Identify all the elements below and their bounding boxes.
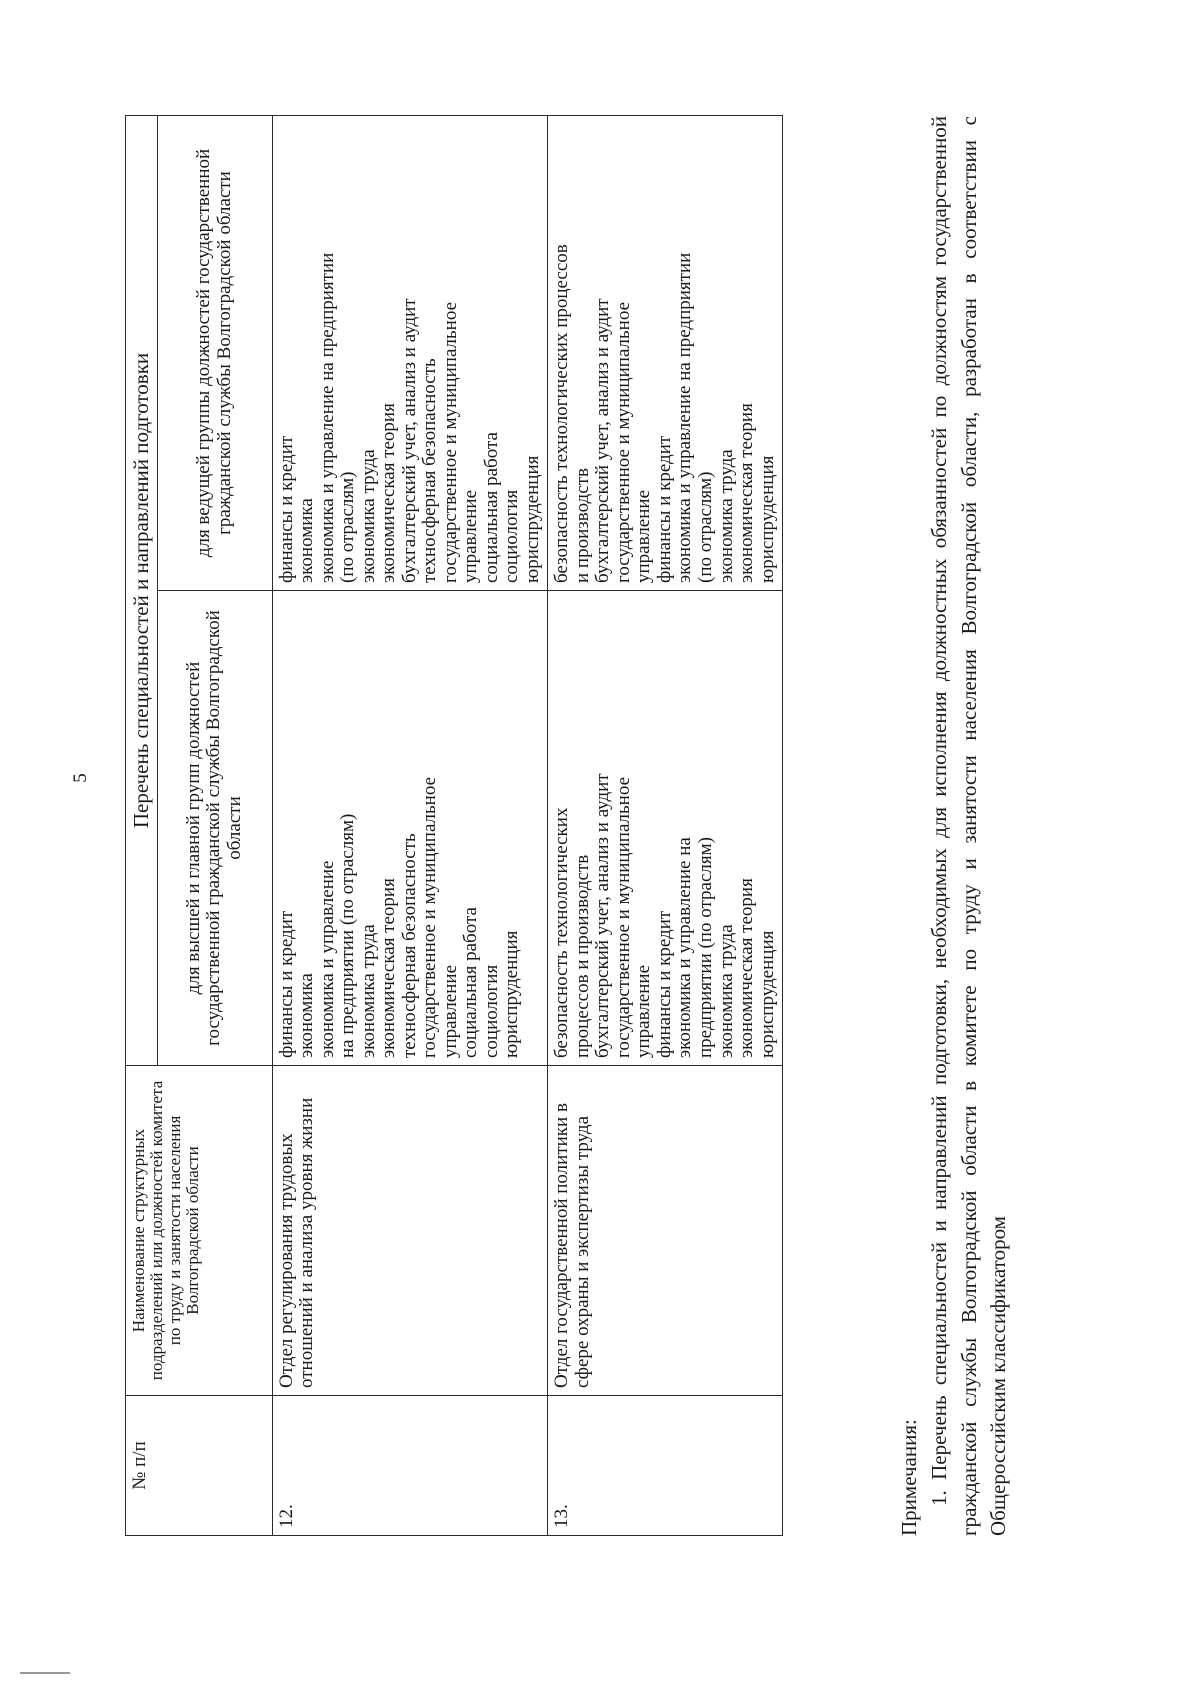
list-item: экономика — [296, 973, 318, 1058]
list-item: экономика и управление на — [674, 837, 696, 1058]
list-item: экономическая теория — [736, 878, 758, 1058]
list-item: государственное и муниципальное — [439, 301, 461, 583]
table-header-row — [126, 116, 158, 1536]
page-number: 5 — [70, 773, 91, 783]
list-item: управление — [633, 964, 655, 1058]
list-item: юриспруденция — [501, 930, 523, 1058]
notes-section — [895, 116, 1014, 1536]
header-list-title: Перечень специальностей и направлений подготовки — [126, 116, 158, 1066]
list-item: финансы и кредит — [653, 910, 675, 1058]
table-row — [548, 116, 783, 1536]
list-item: экономика труда — [715, 924, 737, 1058]
list-item: финансы и кредит — [653, 435, 675, 583]
specialties-table — [125, 115, 783, 1536]
list-item: (по отраслям) — [337, 471, 359, 583]
list-item: (по отраслям) — [694, 471, 716, 583]
list-item: социология — [501, 489, 523, 583]
list-item: экономика и управление на предприятии — [674, 252, 696, 583]
list-item: экономика — [296, 498, 318, 583]
notes-paragraph: 1. Перечень специальностей и направлений подготовки, необходимых для исполнения должностных обязанностей по должностям государственной гражданской службы Волгоградской области в комитете по труду и занятости населения Волгоградской области, разработан в соответствии с Общероссийским классификатором — [926, 116, 1011, 1536]
header-name: Наименование структурных подразделений или должностей комитета по труду и занятости населения Волгоградской области — [126, 1066, 273, 1396]
list-item: государственное и муниципальное — [612, 301, 634, 583]
list-item: экономическая теория — [378, 878, 400, 1058]
list-item: безопасность технологических — [551, 807, 573, 1058]
row-name: Отдел государственной политики в сфере охраны и экспертизы труда — [548, 1066, 783, 1396]
notes-heading: Примечания: — [897, 1419, 921, 1536]
list-item: бухгалтерский учет, анализ и аудит — [398, 298, 420, 583]
row-num: 13. — [548, 1396, 783, 1536]
list-item: экономика труда — [357, 449, 379, 583]
list-item: управление — [633, 489, 655, 583]
list-item: юриспруденция — [756, 930, 778, 1058]
list-item: государственное и муниципальное — [419, 776, 441, 1058]
row-leading-list — [272, 116, 548, 591]
list-item: экономическая теория — [736, 403, 758, 583]
list-item: экономика труда — [715, 449, 737, 583]
list-item: предприятии (по отраслям) — [694, 837, 716, 1058]
list-item: бухгалтерский учет, анализ и аудит — [592, 298, 614, 583]
list-item: техносферная безопасность — [419, 358, 441, 583]
list-item: финансы и кредит — [275, 435, 297, 583]
header-senior: для высшей и главной групп должностей государственной гражданской службы Волгоградской области — [157, 591, 272, 1066]
list-item: социальная работа — [460, 907, 482, 1058]
list-item: экономика труда — [357, 924, 379, 1058]
list-item: социология — [480, 964, 502, 1058]
list-item: экономика и управление — [316, 860, 338, 1058]
list-item: техносферная безопасность — [398, 833, 420, 1058]
list-item: экономическая теория — [378, 403, 400, 583]
list-item: бухгалтерский учет, анализ и аудит — [592, 773, 614, 1058]
list-item: государственное и муниципальное — [612, 776, 634, 1058]
row-name: Отдел регулирования трудовых отношений и анализа уровня жизни — [272, 1066, 548, 1396]
list-item: финансы и кредит — [275, 910, 297, 1058]
list-item: социальная работа — [480, 432, 502, 583]
row-senior-list — [272, 591, 548, 1066]
list-item: безопасность технологических процессов — [551, 244, 573, 583]
header-leading: для ведущей группы должностей государственной гражданской службы Волгоградской области — [157, 116, 272, 591]
list-item: юриспруденция — [521, 455, 543, 583]
list-item: процессов и производств — [571, 854, 593, 1058]
table-row — [272, 116, 548, 1536]
row-senior-list — [548, 591, 783, 1066]
list-item: экономика и управление на предприятии — [316, 252, 338, 583]
list-item: и производств — [571, 468, 593, 583]
list-item: управление — [439, 964, 461, 1058]
header-num: № п/п — [126, 1396, 273, 1536]
list-item: управление — [460, 489, 482, 583]
row-leading-list — [548, 116, 783, 591]
row-num: 12. — [272, 1396, 548, 1536]
list-item: юриспруденция — [756, 455, 778, 583]
list-item: на предприятии (по отраслям) — [337, 813, 359, 1058]
